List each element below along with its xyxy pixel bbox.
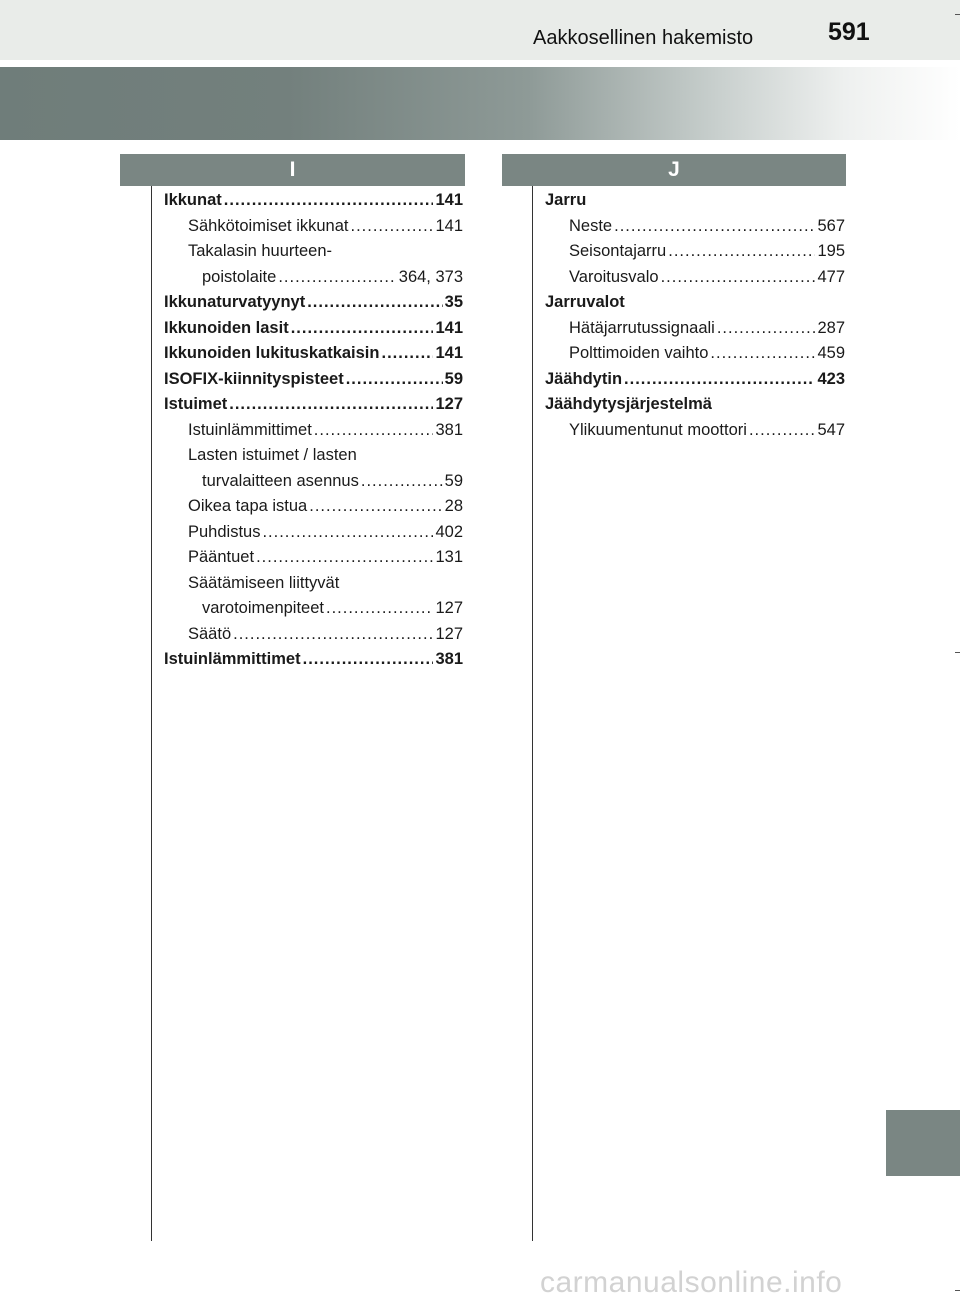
dot-leader <box>614 214 815 240</box>
dot-leader <box>710 341 815 367</box>
entry-term: Ikkunoiden lukituskatkaisin <box>164 344 380 362</box>
dot-leader <box>262 520 433 546</box>
dot-leader <box>307 290 442 316</box>
entry-page: 402 <box>435 522 463 541</box>
entry-term: Säätämiseen liittyvät <box>188 573 340 592</box>
dot-leader <box>351 214 434 240</box>
index-entry <box>545 265 845 291</box>
dot-leader <box>224 188 434 214</box>
column-rule-i <box>151 186 152 1241</box>
index-entry <box>545 341 845 367</box>
index-entry <box>164 290 463 316</box>
dot-leader <box>624 367 815 393</box>
index-entry <box>164 443 463 469</box>
crop-mark <box>955 1290 960 1291</box>
entry-term: Puhdistus <box>188 522 261 541</box>
dot-leader <box>229 392 433 418</box>
dot-leader <box>291 316 434 342</box>
decorative-banner <box>0 67 960 140</box>
entry-term: Ylikuumentunut moottori <box>569 420 747 439</box>
index-entry <box>164 265 463 291</box>
entry-term: Istuimet <box>164 395 228 413</box>
entry-page: 127 <box>435 395 463 413</box>
entry-page: 287 <box>817 318 845 337</box>
entry-term: Ikkunat <box>164 191 222 209</box>
page-number: 591 <box>828 18 870 46</box>
entry-page: 381 <box>435 420 463 439</box>
dot-leader <box>233 622 433 648</box>
index-entry <box>545 214 845 240</box>
entry-term: varotoimenpiteet <box>202 599 324 617</box>
entry-term: Pääntuet <box>188 548 255 566</box>
index-entry <box>164 418 463 444</box>
crop-mark <box>955 652 960 653</box>
entry-page: 423 <box>817 369 845 388</box>
index-column-i <box>164 188 463 673</box>
entry-term: Ikkunaturvatyynyt <box>164 293 306 311</box>
index-entry <box>164 647 463 673</box>
dot-leader <box>661 265 816 291</box>
column-rule-j <box>532 186 533 1241</box>
entry-page: 35 <box>444 293 463 311</box>
entry-term: Polttimoiden vaihto <box>569 344 709 362</box>
index-entry <box>164 596 463 622</box>
index-entry <box>545 316 845 342</box>
dot-leader <box>668 239 815 265</box>
dot-leader <box>303 647 434 673</box>
index-entry <box>545 290 845 316</box>
dot-leader <box>309 494 442 520</box>
entry-term: Jäähdytysjärjestelmä <box>545 395 712 413</box>
index-entry <box>164 316 463 342</box>
entry-term: Jarru <box>545 191 587 209</box>
entry-page: 141 <box>435 216 463 235</box>
index-entry <box>164 622 463 648</box>
dot-leader <box>381 341 433 367</box>
dot-leader <box>749 418 816 444</box>
entry-term: Hätäjarrutussignaali <box>569 318 715 337</box>
entry-page: 141 <box>435 318 463 337</box>
page-title: Aakkosellinen hakemisto <box>533 27 754 49</box>
index-entry <box>164 367 463 393</box>
chapter-tab <box>886 1110 960 1176</box>
index-entry <box>164 239 463 265</box>
entry-term: Varoitusvalo <box>569 267 659 286</box>
entry-term: Sähkötoimiset ikkunat <box>188 216 349 235</box>
page-header <box>0 0 960 60</box>
entry-page: 381 <box>435 650 463 668</box>
index-entry <box>164 392 463 418</box>
index-entry <box>164 571 463 597</box>
entry-term: Säätö <box>188 624 232 643</box>
dot-leader <box>256 545 433 571</box>
dot-leader <box>278 265 396 291</box>
section-header-j: J <box>502 154 846 186</box>
dot-leader <box>314 418 434 444</box>
dot-leader <box>346 367 443 393</box>
entry-page: 28 <box>444 497 463 515</box>
entry-page: 127 <box>435 599 463 617</box>
entry-page: 477 <box>817 267 845 286</box>
index-entry <box>545 367 845 393</box>
index-entry <box>545 392 845 418</box>
entry-term: turvalaitteen asennus <box>202 471 359 490</box>
entry-term: poistolaite <box>202 267 277 286</box>
entry-term: Istuinlämmittimet <box>164 650 301 668</box>
index-entry <box>164 341 463 367</box>
index-entry <box>164 494 463 520</box>
entry-page: 567 <box>817 216 845 235</box>
entry-term: Seisontajarru <box>569 242 667 260</box>
dot-leader <box>361 469 443 495</box>
entry-term: Jarruvalot <box>545 293 625 311</box>
entry-page: 127 <box>435 624 463 643</box>
entry-page: 195 <box>817 242 845 260</box>
entry-page: 364, 373 <box>398 267 463 286</box>
entry-term: Oikea tapa istua <box>188 497 308 515</box>
entry-page: 59 <box>444 471 463 490</box>
entry-term: Lasten istuimet / lasten <box>188 446 357 464</box>
entry-page: 59 <box>444 369 463 388</box>
index-entry <box>164 469 463 495</box>
entry-page: 459 <box>817 344 845 362</box>
crop-mark <box>955 14 960 15</box>
dot-leader <box>717 316 816 342</box>
entry-page: 141 <box>435 191 463 209</box>
entry-term: ISOFIX-kiinnityspisteet <box>164 369 344 388</box>
entry-term: Jäähdytin <box>545 369 623 388</box>
entry-term: Takalasin huurteen- <box>188 242 333 260</box>
index-entry <box>545 239 845 265</box>
entry-page: 131 <box>435 548 463 566</box>
entry-term: Ikkunoiden lasit <box>164 318 289 337</box>
index-entry <box>164 545 463 571</box>
watermark: carmanualsonline.info <box>540 1266 843 1299</box>
entry-term: Neste <box>569 216 613 235</box>
entry-term: Istuinlämmittimet <box>188 420 312 439</box>
index-entry <box>164 520 463 546</box>
index-entry <box>164 214 463 240</box>
entry-page: 141 <box>435 344 463 362</box>
dot-leader <box>326 596 433 622</box>
section-header-i: I <box>120 154 465 186</box>
index-entry <box>164 188 463 214</box>
index-entry <box>545 188 845 214</box>
index-column-j <box>545 188 845 443</box>
index-entry <box>545 418 845 444</box>
entry-page: 547 <box>817 420 845 439</box>
